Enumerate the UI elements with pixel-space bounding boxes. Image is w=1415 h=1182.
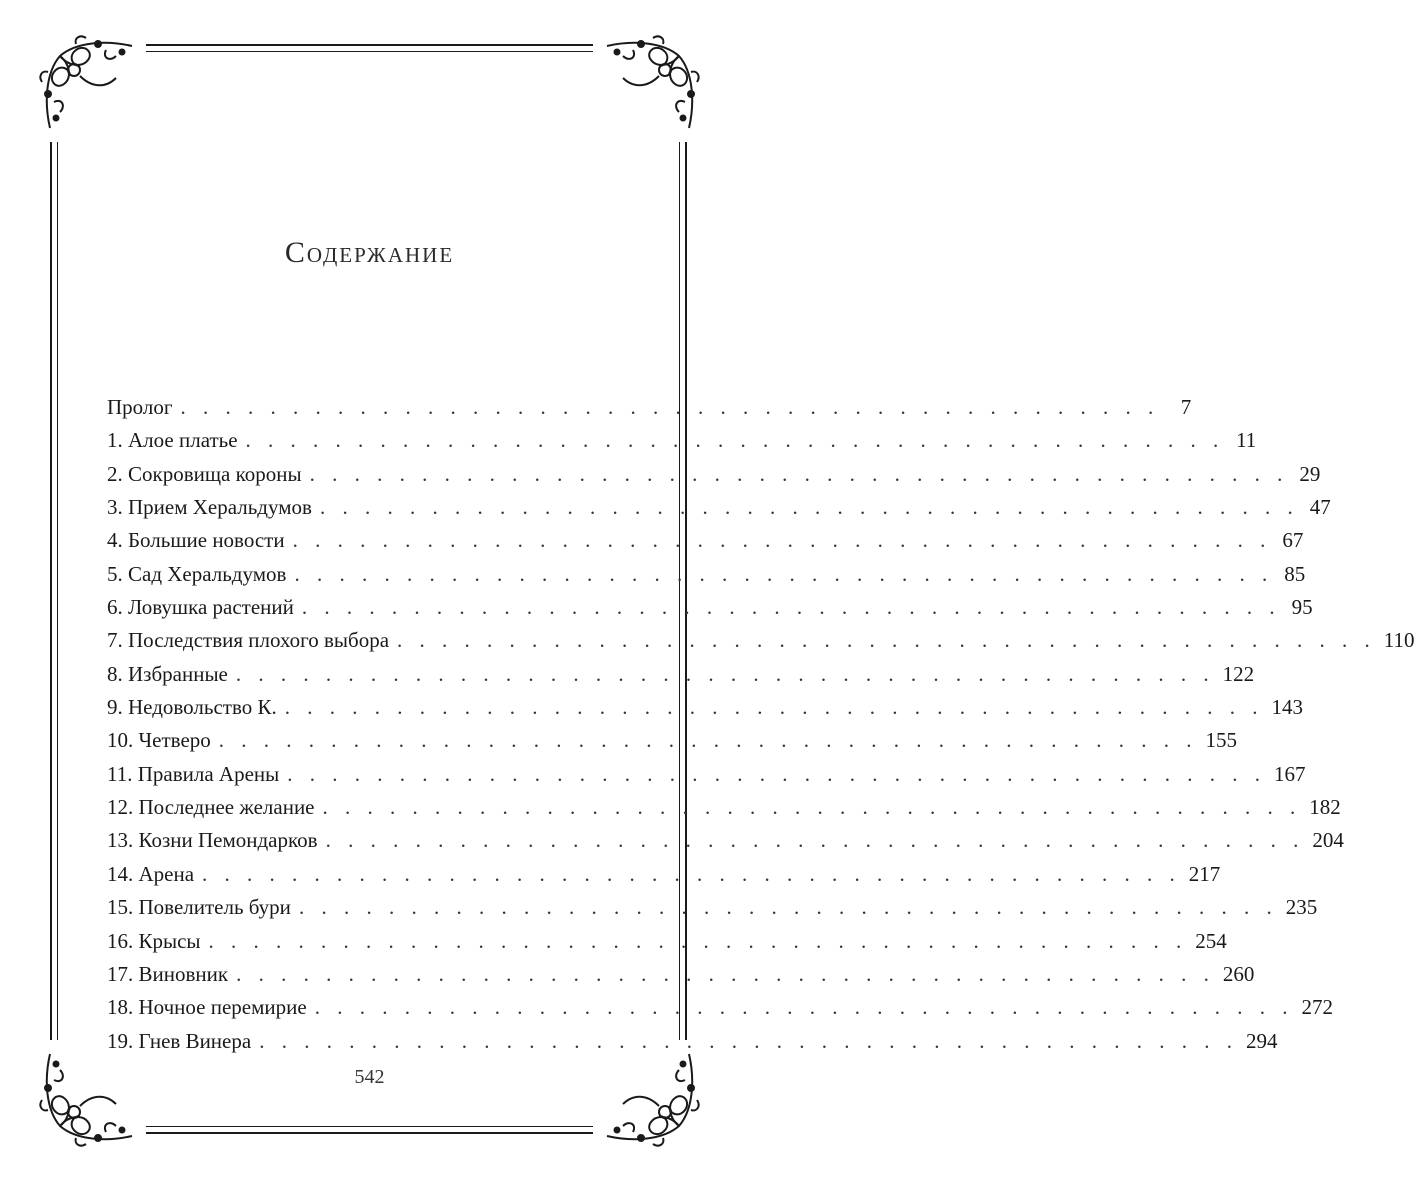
toc-entry-title: 3. Прием Херальдумов (107, 495, 312, 520)
toc-entry-page: 7 (1180, 395, 1192, 419)
dot-leader: . . . . . . . . . . . . . . . . . . . . . . . . . . . . . . . . . . . . . . . . . . . . (322, 795, 1302, 820)
dot-leader: . . . . . . . . . . . . . . . . . . . . . . . . . . . . . . . . . . . . . . . . . . . . (325, 828, 1305, 853)
toc-entry-title: 11. Правила Арены (107, 761, 280, 786)
dot-leader: . . . . . . . . . . . . . . . . . . . . . . . . . . . . . . . . . . . . . . . . . . . . (292, 528, 1272, 553)
toc-entry-title: 13. Козни Пемондарков (107, 828, 318, 853)
toc-entry-title: 1. Алое платье (107, 428, 238, 453)
dot-leader: . . . . . . . . . . . . . . . . . . . . . . . . . . . . . . . . . . . . . . . . . . . . (259, 1028, 1238, 1053)
toc-entry[interactable] (107, 828, 1344, 861)
dot-leader: . . . . . . . . . . . . . . . . . . . . . . . . . . . . . . . . . . . . . . . . . . . . (236, 961, 1215, 986)
toc-entry-title: 5. Сад Херальдумов (107, 561, 287, 586)
toc-entry-title: 16. Крысы (107, 928, 201, 953)
toc-entry-page: 85 (1284, 561, 1306, 586)
toc-entry[interactable] (107, 495, 1331, 528)
toc-entry-title: 10. Четверо (107, 728, 211, 753)
toc-entry[interactable] (107, 395, 1192, 428)
dot-leader: . . . . . . . . . . . . . . . . . . . . . . . . . . . . . . . . . . . . . . . . . . . . (314, 995, 1294, 1020)
toc-entry-page: 95 (1291, 595, 1313, 620)
toc-entry[interactable] (107, 561, 1306, 595)
toc-entry-page: 155 (1205, 728, 1238, 753)
toc-entry-title: 6. Ловушка растений (107, 595, 294, 620)
toc-entry[interactable] (107, 728, 1238, 761)
toc-entry-title: 9. Недовольство К. (107, 695, 277, 720)
toc-entry-page: 47 (1309, 495, 1331, 520)
toc-entry[interactable] (107, 961, 1255, 995)
dot-leader: . . . . . . . . . . . . . . . . . . . . . . . . . . . . . . . . . . . . . . . . . . . . (180, 395, 1160, 419)
dot-leader: . . . . . . . . . . . . . . . . . . . . . . . . . . . . . . . . . . . . . . . . . . . . (294, 561, 1274, 586)
toc-entry-title: 2. Сокровища короны (107, 461, 302, 486)
dot-leader: . . . . . . . . . . . . . . . . . . . . . . . . . . . . . . . . . . . . . . . . . . . . (301, 595, 1281, 620)
toc-entry[interactable] (107, 861, 1221, 895)
corner-ornament-top-left (36, 32, 146, 142)
toc-entry-page: 254 (1195, 928, 1227, 953)
toc-entry-page: 143 (1271, 695, 1303, 720)
toc-entry[interactable] (107, 695, 1303, 728)
toc-entry-title: 15. Повелитель бури (107, 895, 291, 920)
toc-entry[interactable] (107, 595, 1313, 628)
toc-entry-page: 110 (1383, 628, 1415, 653)
toc-entry-title: 7. Последствия плохого выбора (107, 628, 390, 653)
toc-entry-page: 294 (1245, 1028, 1278, 1053)
toc-entry-page: 167 (1274, 761, 1306, 786)
dot-leader: . . . . . . . . . . . . . . . . . . . . . . . . . . . . . . . . . . . . . . . . . . . . (397, 628, 1376, 653)
toc-entry-page: 182 (1309, 795, 1341, 820)
dot-leader: . . . . . . . . . . . . . . . . . . . . . . . . . . . . . . . . . . . . . . . . . . . . (245, 428, 1225, 453)
toc-entry-title: 14. Арена (107, 861, 195, 886)
toc-entry-title: 17. Виновник (107, 961, 229, 986)
page-number: 542 (354, 1066, 385, 1088)
corner-ornament-top-right (593, 32, 703, 142)
dot-leader: . . . . . . . . . . . . . . . . . . . . . . . . . . . . . . . . . . . . . . . . . . . . (218, 728, 1198, 753)
dot-leader: . . . . . . . . . . . . . . . . . . . . . . . . . . . . . . . . . . . . . . . . . . . . (287, 761, 1266, 786)
toc-entry-page: 260 (1222, 961, 1255, 986)
toc-entry-page: 204 (1312, 828, 1344, 853)
dot-leader: . . . . . . . . . . . . . . . . . . . . . . . . . . . . . . . . . . . . . . . . . . . . (208, 928, 1188, 953)
dot-leader: . . . . . . . . . . . . . . . . . . . . . . . . . . . . . . . . . . . . . . . . . . . . (235, 661, 1215, 686)
toc-entry[interactable] (107, 795, 1341, 828)
toc-entry-page: 122 (1222, 661, 1255, 686)
toc-entry[interactable] (107, 1028, 1278, 1062)
dot-leader: . . . . . . . . . . . . . . . . . . . . . . . . . . . . . . . . . . . . . . . . . . . . (202, 861, 1181, 886)
toc-entry[interactable] (107, 895, 1318, 928)
toc-entry[interactable] (107, 461, 1321, 495)
toc-entry-page: 29 (1299, 461, 1321, 486)
toc-entry[interactable] (107, 428, 1257, 461)
toc-entry[interactable] (107, 661, 1255, 695)
toc-entry-title: 18. Ночное перемирие (107, 995, 307, 1020)
toc-entry[interactable] (107, 628, 1415, 661)
dot-leader: . . . . . . . . . . . . . . . . . . . . . . . . . . . . . . . . . . . . . . . . . . . . (298, 895, 1278, 920)
table-of-contents (107, 395, 1415, 1062)
toc-entry[interactable] (107, 761, 1306, 795)
dot-leader: . . . . . . . . . . . . . . . . . . . . . . . . . . . . . . . . . . . . . . . . . . . . (309, 461, 1289, 486)
toc-entry-page: 235 (1285, 895, 1318, 920)
contents-heading: Содержание (284, 236, 455, 269)
toc-entry-title: 19. Гнев Винера (107, 1028, 252, 1053)
toc-entry-page: 217 (1188, 861, 1221, 886)
toc-entry-title: Пролог (107, 395, 173, 419)
toc-entry-title: 12. Последнее желание (107, 795, 315, 820)
toc-entry[interactable] (107, 995, 1333, 1028)
toc-entry-page: 67 (1282, 528, 1304, 553)
toc-entry-title: 4. Большие новости (107, 528, 285, 553)
toc-entry-page: 11 (1236, 428, 1257, 453)
toc-entry[interactable] (107, 528, 1304, 561)
toc-entry-page: 272 (1301, 995, 1333, 1020)
dot-leader: . . . . . . . . . . . . . . . . . . . . . . . . . . . . . . . . . . . . . . . . . . . . (319, 495, 1299, 520)
toc-entry[interactable] (107, 928, 1227, 962)
toc-entry-title: 8. Избранные (107, 661, 228, 686)
dot-leader: . . . . . . . . . . . . . . . . . . . . . . . . . . . . . . . . . . . . . . . . . . . . (284, 695, 1264, 720)
